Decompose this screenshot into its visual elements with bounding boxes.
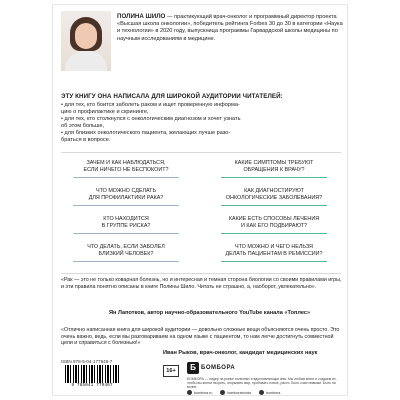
signature-name: Ян Лапотков, — [109, 310, 146, 316]
question-right-4 — [211, 244, 337, 259]
book-back-cover — [52, 4, 348, 396]
social-link-label: bombora — [266, 390, 281, 395]
question-line: ЧТО МОЖНО И ЧЕГО НЕЛЬЗЯ — [235, 244, 313, 250]
question-line: КТО НАХОДИТСЯ — [103, 216, 149, 222]
quote-lapotkov: «Рак — это не только коварная болезнь, но и интересная и темная сторона биологии со своими правилами игры, и эти правила понятно описаны в книге Полины Шило. Читать не страшно, а, наоборот, увлекательно». — [61, 277, 342, 290]
age-rating-badge: 16+ — [163, 365, 179, 377]
question-underline — [221, 233, 327, 234]
publisher-name: БОМБОРА — [201, 365, 236, 371]
question-line: И КАК ЕГО ПОДБИРАЮТ? — [241, 222, 307, 229]
author-block — [61, 11, 341, 83]
audience-item: • для тех, кто боится заболеть раком и ищет проверенную информа- — [61, 102, 240, 108]
signature-role: врач-онколог, кандидат медицинских наук — [198, 350, 318, 356]
isbn: ISBN 978-5-04-177946-7 — [61, 359, 113, 364]
quote-lapotkov-signature — [109, 310, 348, 316]
question-right-3 — [211, 216, 337, 231]
author-face — [75, 23, 97, 49]
author-bio — [117, 13, 345, 43]
question-line: КАК ДИАГНОСТИРУЮТ — [244, 188, 304, 194]
audience-item: • для тех, кто столкнулся с онкологическим диагнозом и хочет узнать — [61, 116, 241, 122]
barcode-bars — [65, 365, 119, 383]
question-left-1 — [63, 160, 189, 175]
divider — [61, 273, 341, 274]
question-line: ДЕЛАТЬ ПАЦИЕНТАМ В РЕМИССИИ? — [225, 250, 323, 257]
social-link[interactable] — [220, 390, 251, 395]
signature-role: автор научно-образовательного YouTube канала «Топлес» — [145, 310, 311, 316]
question-right-2 — [211, 188, 337, 203]
question-line: ЕСЛИ НИЧЕГО НЕ БЕСПОКОИТ? — [83, 166, 169, 173]
question-line: ЧТО МОЖНО СДЕЛАТЬ — [95, 188, 157, 194]
question-underline — [73, 233, 179, 234]
social-link[interactable] — [259, 390, 280, 395]
audience-item: браться в вопросе. — [61, 137, 111, 143]
author-photo — [61, 11, 111, 71]
audience-item: об этом больше, — [61, 123, 105, 129]
question-underline — [73, 205, 179, 206]
social-link-label: bombora.ru — [194, 390, 213, 395]
audience-item: • для близких онкологического пациента, желающих лучше разо- — [61, 130, 231, 136]
question-line: ОБРАЩЕНИЯ К ВРАЧУ? — [243, 166, 305, 173]
divider — [61, 152, 341, 153]
vk-icon — [220, 390, 225, 395]
barcode-number: 9 785041 779467 — [71, 383, 113, 388]
audience-title: ЭТУ КНИГУ ОНА НАПИСАЛА ДЛЯ ШИРОКОЙ АУДИТОРИИ ЧИТАТЕЛЕЙ: — [61, 93, 283, 100]
question-left-2 — [63, 188, 189, 203]
publisher-description: БОМБОРА — лидер на рынке полезных и вдохновляющих книг. Мы любим книги и создаем их, чтобы вы могли творить, открывать мир, пробовать новое, расти. Быть счастливыми. Быть на волне. — [187, 377, 337, 390]
barcode — [61, 365, 123, 389]
question-line: КАКИЕ СИМПТОМЫ ТРЕБУЮТ — [234, 160, 314, 166]
question-line: ЗАЧЕМ И КАК НАБЛЮДАТЬСЯ, — [86, 160, 166, 166]
question-left-3 — [63, 216, 189, 231]
question-line: КАКИЕ ЕСТЬ СПОСОБЫ ЛЕЧЕНИЯ — [228, 216, 320, 222]
social-link[interactable] — [187, 390, 212, 395]
question-line: ОНКОЛОГИЧЕСКИЕ ЗАБОЛЕВАНИЯ? — [225, 194, 323, 201]
social-links — [187, 390, 345, 395]
quote-rykov-signature — [163, 350, 348, 356]
globe-icon — [187, 390, 192, 395]
question-line: В ГРУППЕ РИСКА? — [101, 222, 151, 229]
quote-rykov: «Отлично написанная книга для широкой аудитории — довольно сложные вещи объясняются очень просто. Это очень важно, ведь, если мы разговариваем на одном языке с пациентом, то нам легче достигнуть совместной цели и справиться с болезнью!» — [61, 327, 340, 347]
question-line: ЧТО ДЕЛАТЬ, ЕСЛИ ЗАБОЛЕЛ — [87, 244, 165, 250]
question-underline — [73, 177, 179, 178]
question-right-1 — [211, 160, 337, 175]
telegram-icon — [259, 390, 264, 395]
audience-list — [61, 102, 341, 144]
question-underline — [221, 177, 327, 178]
questions-block — [61, 158, 341, 270]
question-line: БЛИЗКИЙ ЧЕЛОВЕК? — [98, 250, 154, 257]
question-underline — [221, 205, 327, 206]
question-line: ДЛЯ ПРОФИЛАКТИКИ РАКА? — [88, 194, 164, 201]
author-bio-text: — практикующий врач-онколог и программный директор проекта «Высшая школа онкологии», победитель рейтинга Forbes 30 до 30 в категории «Наука и технологии» в 2020 году, выпускница программы Гарвардской школы медицины по научным исследованиям в медицине. — [117, 14, 343, 42]
signature-name: Иван Рыков, — [163, 350, 199, 356]
author-name: ПОЛИНА ШИЛО — [117, 13, 166, 20]
author-body — [65, 51, 107, 71]
question-underline — [73, 261, 179, 262]
question-underline — [221, 261, 327, 262]
question-left-4 — [63, 244, 189, 259]
audience-item: цию о профилактике и скрининге, — [61, 109, 149, 115]
social-link-label: bomborabooks — [227, 390, 252, 395]
bombora-logo-icon: Б — [187, 362, 199, 374]
